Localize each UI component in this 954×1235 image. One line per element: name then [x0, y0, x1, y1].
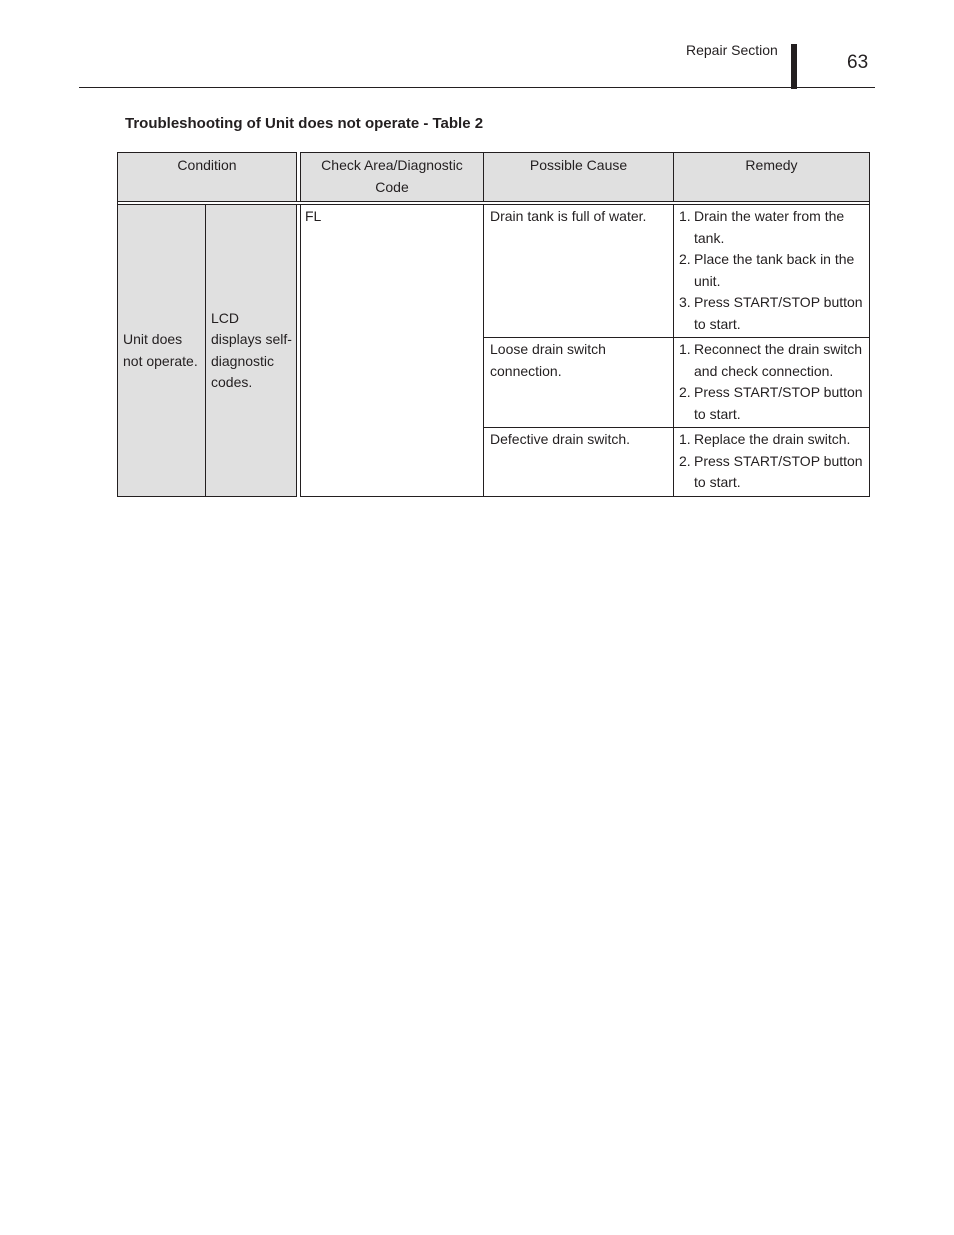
- diagnostic-code: FL: [301, 205, 484, 497]
- header-possible-cause: Possible Cause: [484, 153, 674, 202]
- condition-sub: LCD displays self-diagnostic codes.: [206, 205, 297, 497]
- remedy-step: 3. Press START/STOP button to start.: [679, 294, 863, 332]
- header-condition: Condition: [118, 153, 297, 202]
- remedy-steps: [679, 206, 865, 335]
- remedy-cell: [674, 428, 870, 497]
- remedy-step: 2. Press START/STOP button to start.: [679, 452, 863, 490]
- remedy-cell: [674, 338, 870, 428]
- troubleshooting-table: [117, 152, 870, 497]
- possible-cause: Loose drain switch connection.: [484, 338, 674, 428]
- header-row: [118, 153, 870, 202]
- remedy-step: 1. Drain the water from the tank.: [679, 208, 845, 246]
- running-head: Repair Section: [686, 42, 778, 58]
- table-title: Troubleshooting of Unit does not operate - Table 2: [125, 115, 484, 132]
- remedy-step: 1. Reconnect the drain switch and check connection.: [679, 341, 863, 379]
- header-bar: [791, 44, 797, 89]
- header-rule: [79, 87, 875, 88]
- page-number: 63: [847, 52, 869, 73]
- remedy-step: 2. Place the tank back in the unit.: [679, 251, 855, 289]
- table-row: [118, 205, 870, 338]
- possible-cause: Drain tank is full of water.: [484, 205, 674, 338]
- remedy-cell: [674, 205, 870, 338]
- header-check-area: Check Area/Diagnostic Code: [301, 153, 484, 202]
- header-remedy: Remedy: [674, 153, 870, 202]
- remedy-step: 2. Press START/STOP button to start.: [679, 384, 863, 422]
- condition-main: Unit does not operate.: [118, 205, 206, 497]
- remedy-steps: [679, 339, 865, 425]
- possible-cause: Defective drain switch.: [484, 428, 674, 497]
- remedy-step: 1. Replace the drain switch.: [679, 431, 851, 447]
- remedy-steps: [679, 429, 865, 494]
